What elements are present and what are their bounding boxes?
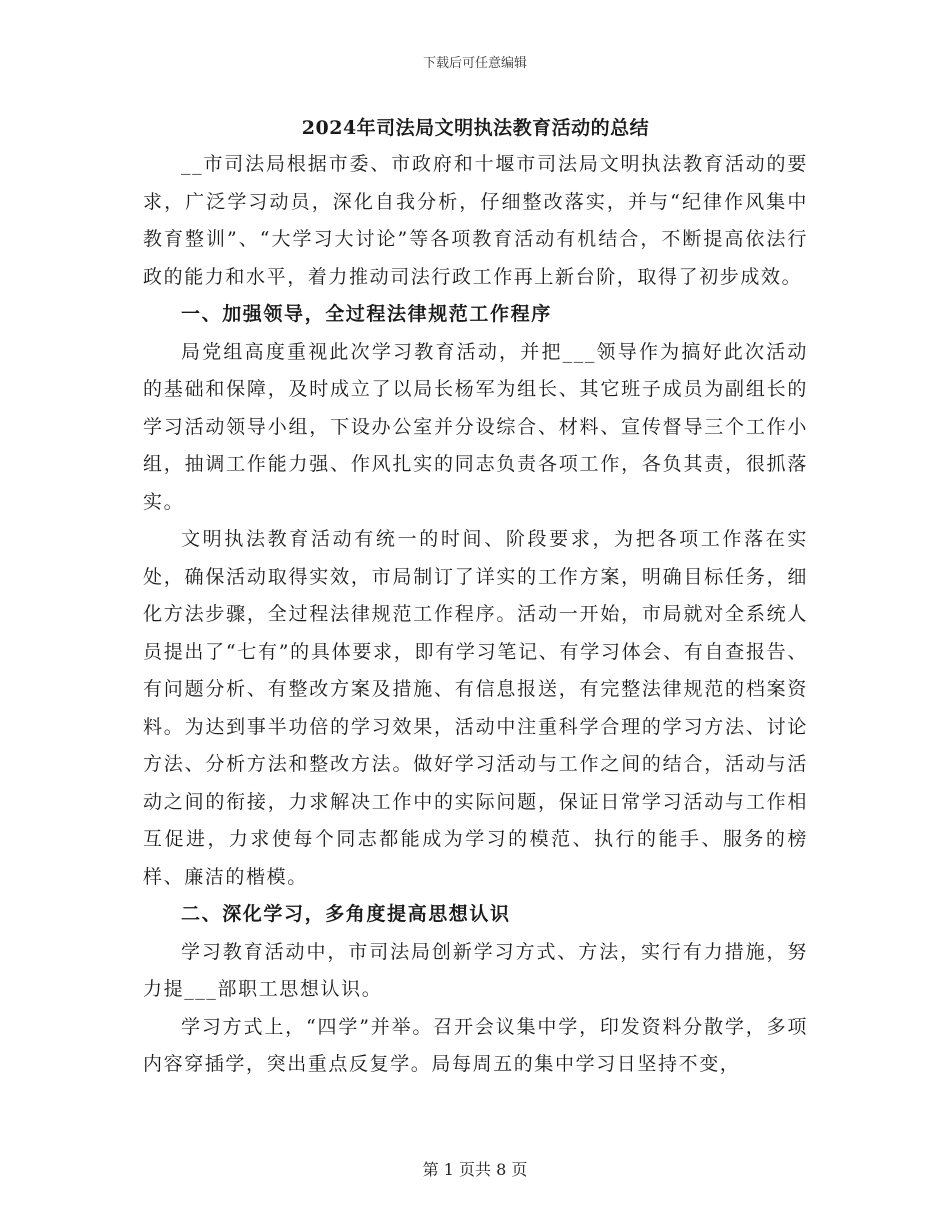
section-heading-1: 一、加强领导，全过程法律规范工作程序 xyxy=(181,303,552,325)
document-body xyxy=(143,112,808,1084)
paragraph-intro: __市司法局根据市委、市政府和十堰市司法局文明执法教育活动的要求，广泛学习动员，深化自我分析，仔细整改落实，并与“纪律作风集中教育整训”、“大学习大讨论”等各项教育活动有机结合，不断提高依法行政的能力和水平，着力推动司法行政工作再上新台阶，取得了初步成效。 xyxy=(143,153,808,288)
paragraph-procedure: 文明执法教育活动有统一的时间、阶段要求，为把各项工作落在实处，确保活动取得实效，市局制订了详实的工作方案，明确目标任务，细化方法步骤，全过程法律规范工作程序。活动一开始，市局就对全系统人员提出了“七有”的具体要求，即有学习笔记、有学习体会、有自查报告、有问题分析、有整改方案及措施、有信息报送，有完整法律规范的档案资料。为达到事半功倍的学习效果，活动中注重科学合理的学习方法、讨论方法、分析方法和整改方法。做好学习活动与工作之间的结合，活动与活动之间的衔接，力求解决工作中的实际问题，保证日常学习活动与工作相互促进，力求使每个同志都能成为学习的模范、执行的能手、服务的榜样、廉洁的楷模。 xyxy=(143,528,808,888)
document-title: 2024年司法局文明执法教育活动的总结 xyxy=(301,117,650,139)
page-number: 第 1 页共 8 页 xyxy=(422,1160,528,1179)
paragraph-study-intro: 学习教育活动中，市司法局创新学习方式、方法，实行有力措施，努力提___部职工思想认识。 xyxy=(143,940,808,1000)
section-heading-2: 二、深化学习，多角度提高思想认识 xyxy=(181,903,511,925)
header-note: 下载后可任意编辑 xyxy=(422,56,527,71)
paragraph-study-methods: 学习方式上，“四学”并举。召开会议集中学，印发资料分散学，多项内容穿插学，突出重点反复学。局每周五的集中学习日坚持不变， xyxy=(143,1015,808,1075)
paragraph-leadership: 局党组高度重视此次学习教育活动，并把___领导作为搞好此次活动的基础和保障，及时成立了以局长杨军为组长、其它班子成员为副组长的学习活动领导小组，下设办公室并分设综合、材料、宣传督导三个工作小组，抽调工作能力强、作风扎实的同志负责各项工作，各负其责，很抓落实。 xyxy=(143,340,808,513)
